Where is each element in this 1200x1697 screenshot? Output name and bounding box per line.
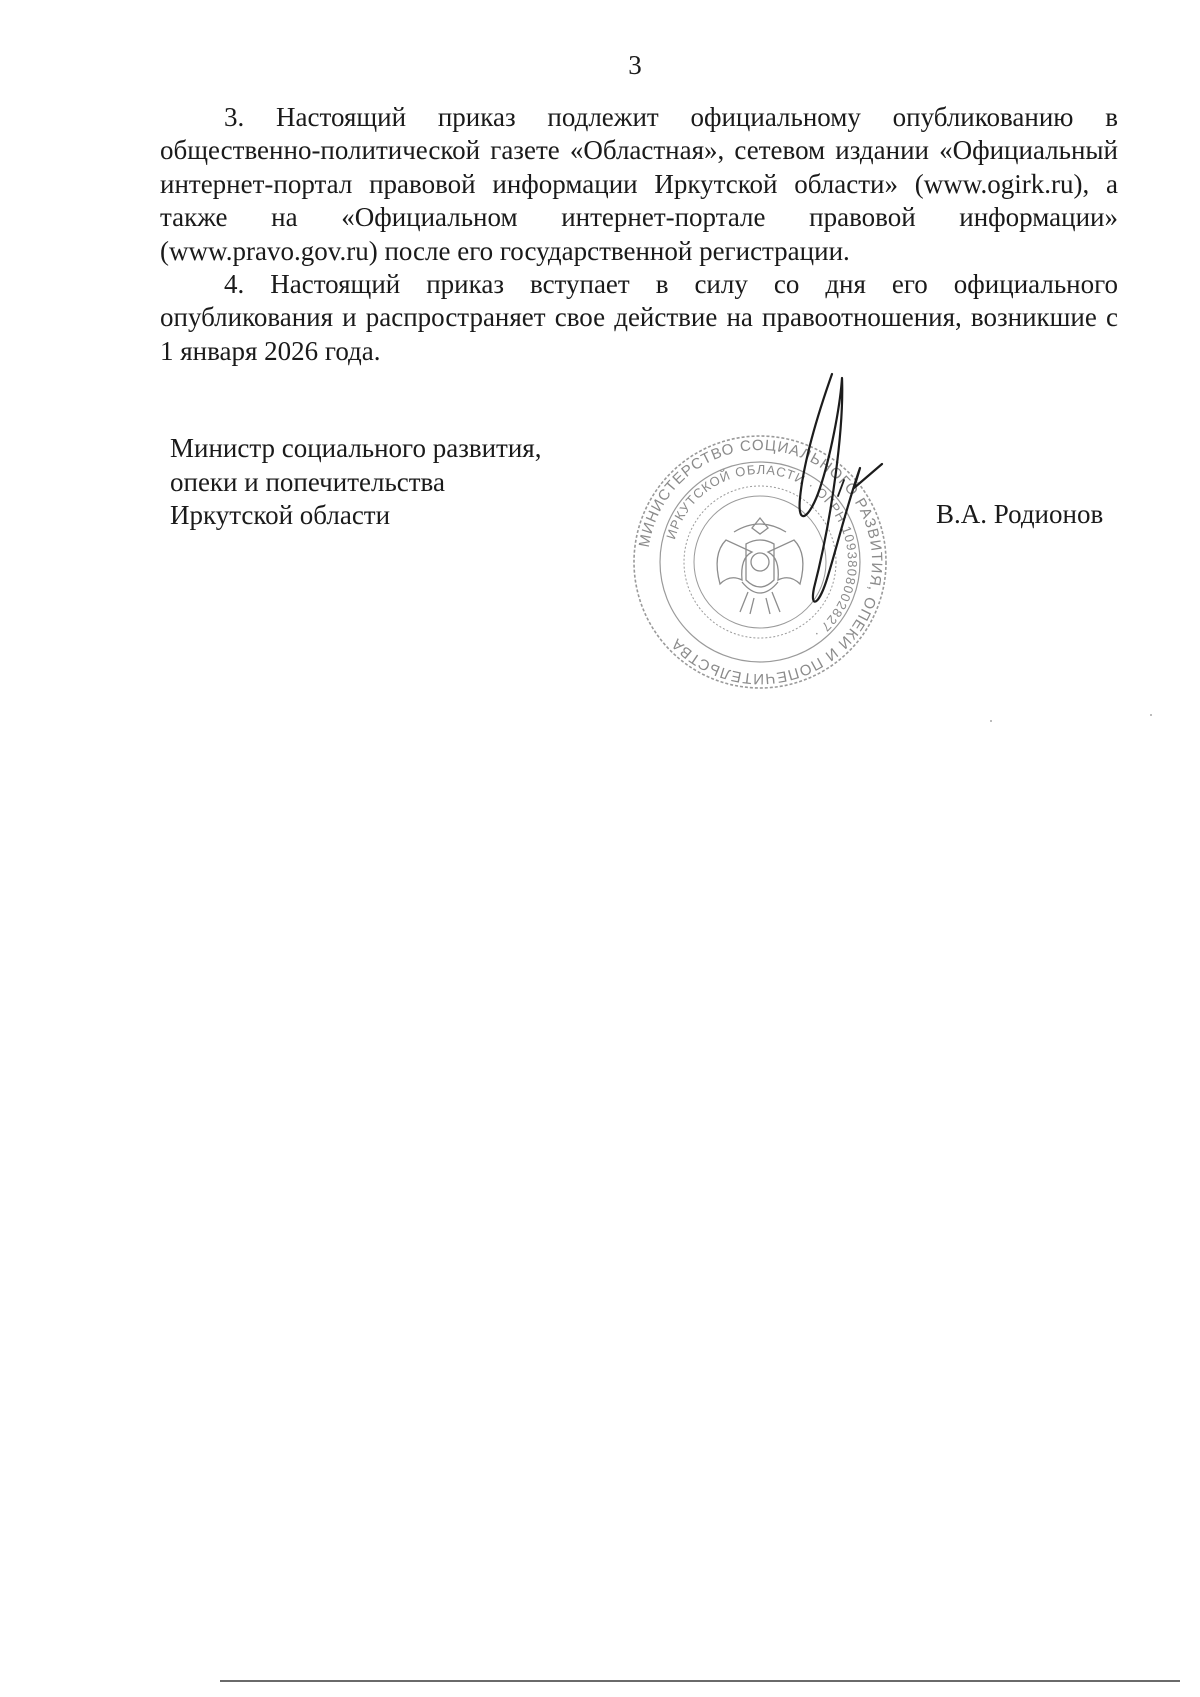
position-word: попечительства [265,466,445,497]
order-text [160,101,1118,368]
scan-artifact [990,720,992,722]
position-line-2 [170,466,566,500]
seal-inner-text: ИРКУТСКОЙ ОБЛАСТИ · ОГРН 1093808002827 · [663,461,861,643]
signatory-position [170,432,566,533]
signatory-name: В.А. Родионов [936,499,1104,529]
position-line-1: Министр социального развития, [170,433,542,463]
scan-edge-line [220,1680,1180,1682]
paragraph-effective-date: 4. Настоящий приказ вступает в силу со дня его официального опубликования и распространяет свое действие на правоотношения, возникшие с 1 января 2026 года. [160,269,1118,366]
paragraph-publication: 3. Настоящий приказ подлежит официальному опубликованию в общественно-политической газете «Областная», сетевом издании «Официальный интернет-портал правовой информации Иркутской области» (www.ogirk.ru), а также на «Официальном интернет-портале правовой информации» (www.pravo.gov.ru) после его государственной регистрации. [160,102,1118,266]
position-word: опеки [170,466,238,497]
scan-artifact [1150,714,1152,716]
position-word: и [244,466,259,497]
page-number: 3 [628,50,642,80]
handwritten-signature [770,368,900,648]
position-line-3: Иркутской области [170,500,391,530]
seal-outer-text: МИНИСТЕРСТВО СОЦИАЛЬНОГО РАЗВИТИЯ, ОПЕКИ И ПОПЕЧИТЕЛЬСТВА [635,436,886,688]
